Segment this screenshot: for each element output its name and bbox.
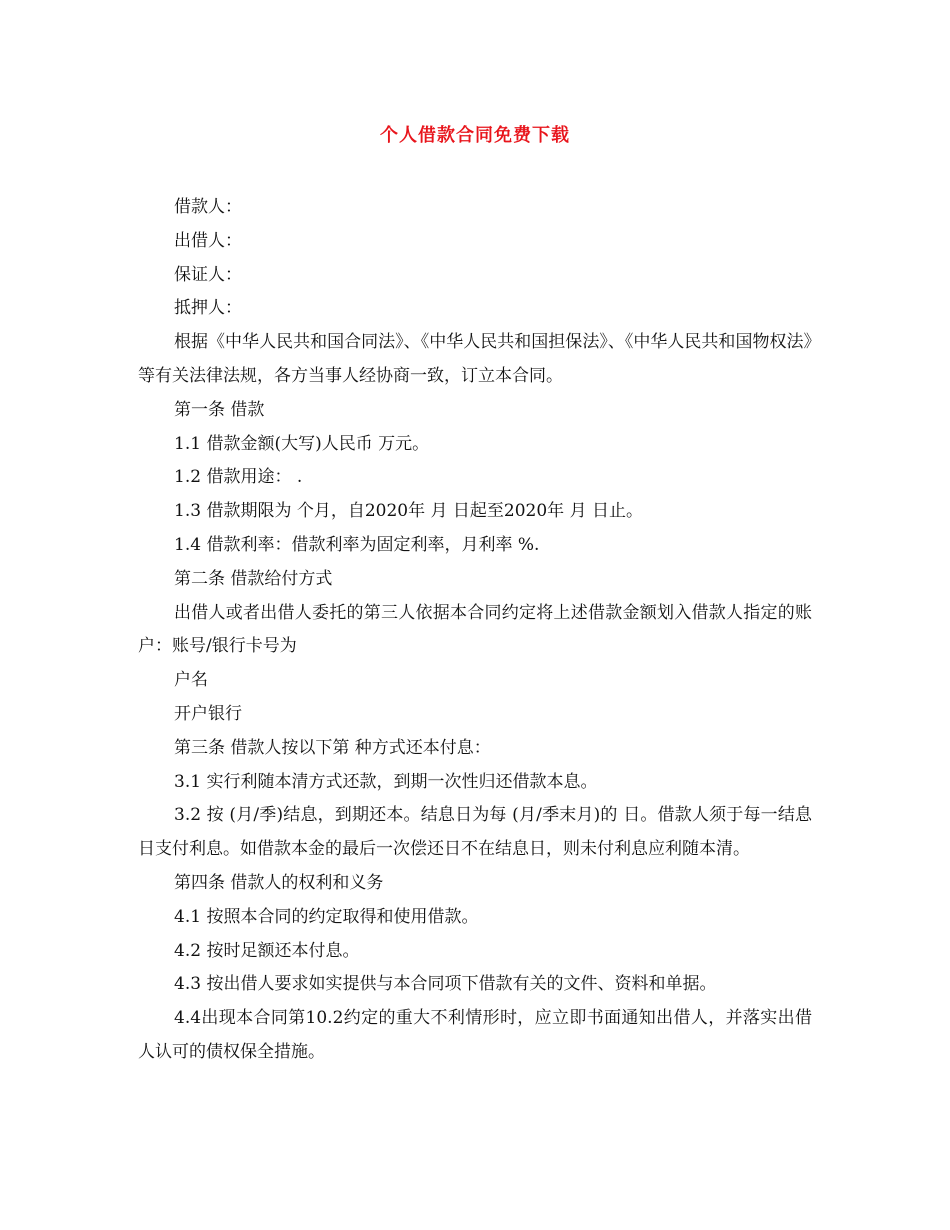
heading-article-1: 第一条 借款	[174, 399, 265, 420]
heading-article-2: 第二条 借款给付方式	[174, 568, 333, 589]
clause-4-1: 4.1 按照本合同的约定取得和使用借款。	[174, 906, 479, 927]
clause-1-2: 1.2 借款用途： .	[174, 467, 303, 488]
paragraph-borrower: 借款人：	[174, 197, 242, 217]
paragraph-payment-method: 出借人或者出借人委托的第三人依据本合同约定将上述借款金额划入借款人指定的账户：账号/银行卡号为	[138, 602, 812, 657]
document-body	[138, 191, 812, 1070]
clause-3-1: 3.1 实行利随本清方式还款，到期一次性归还借款本息。	[174, 771, 598, 792]
paragraph-bank: 开户银行	[174, 703, 242, 724]
clause-4-3: 4.3 按出借人要求如实提供与本合同项下借款有关的文件、资料和单据。	[174, 974, 717, 995]
paragraph-account-name: 户名	[174, 670, 208, 691]
clause-1-1: 1.1 借款金额(大写)人民币 万元。	[174, 433, 430, 454]
paragraph-mortgagor: 抵押人：	[174, 298, 242, 319]
paragraph-preamble: 根据《中华人民共和国合同法》、《中华人民共和国担保法》、《中华人民共和国物权法》等有关法律法规，各方当事人经协商一致，订立本合同。	[138, 332, 812, 386]
document-title: 个人借款合同免费下载	[380, 125, 570, 146]
heading-article-4: 第四条 借款人的权利和义务	[174, 872, 384, 893]
paragraph-guarantor: 保证人：	[174, 264, 242, 285]
heading-article-3: 第三条 借款人按以下第 种方式还本付息：	[174, 737, 491, 758]
paragraph-lender: 出借人：	[174, 230, 242, 251]
clause-4-2: 4.2 按时足额还本付息。	[174, 940, 360, 961]
clause-3-2: 3.2 按 (月/季)结息，到期还本。结息日为每 (月/季末月)的 日。借款人须于每一结息日支付利息。如借款本金的最后一次偿还日不在结息日，则未付利息应利随本清。	[138, 805, 812, 860]
clause-4-4: 4.4出现本合同第10.2约定的重大不利情形时，应立即书面通知出借人，并落实出借人认可的债权保全措施。	[138, 1008, 812, 1062]
clause-1-4: 1.4 借款利率：借款利率为固定利率，月利率 %.	[174, 534, 540, 555]
clause-1-3: 1.3 借款期限为 个月，自2020年 月 日起至2020年 月 日止。	[174, 501, 643, 522]
